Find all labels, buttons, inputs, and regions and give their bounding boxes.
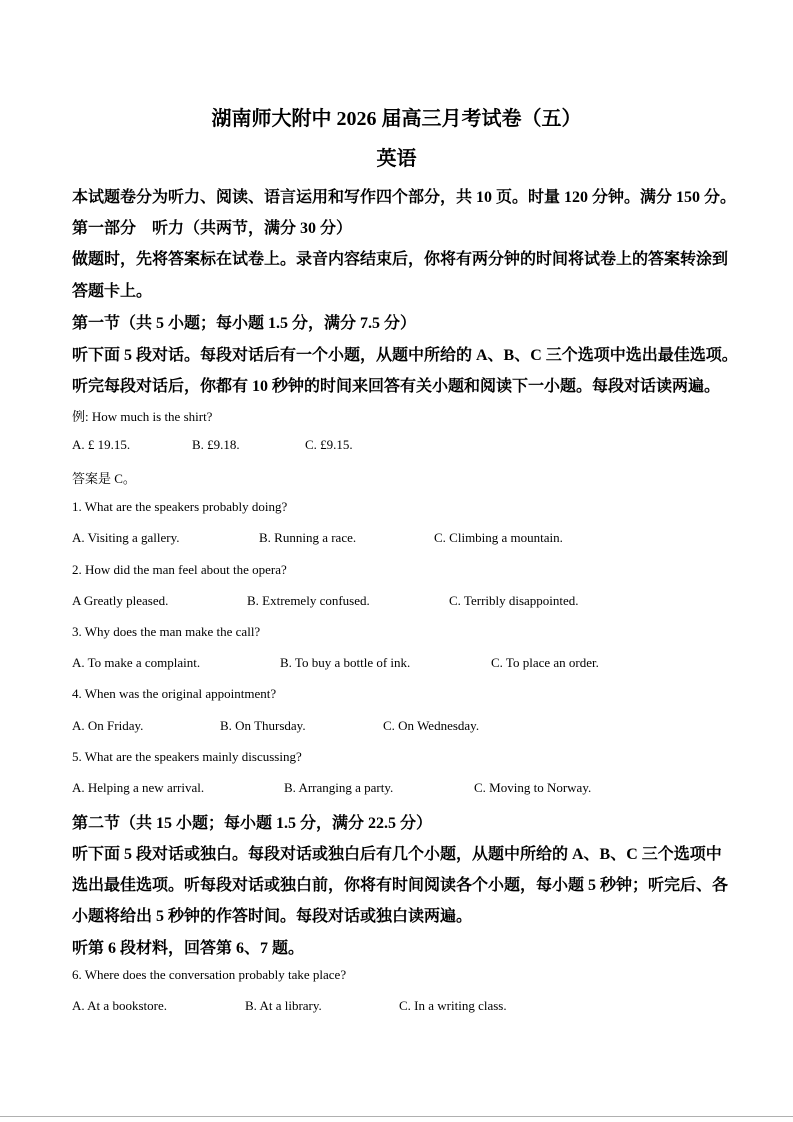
section1-line2: 听完每段对话后，你都有 10 秒钟的时间来回答有关小题和阅读下一小题。每段对话读两遍。 [72,378,721,395]
option-a: A. £ 19.15. [72,437,131,452]
question-3: 3. Why does the man make the call? [72,624,261,639]
option-c: C. Climbing a mountain. [434,530,563,545]
part1-instruction-line1: 做题时，先将答案标在试卷上。录音内容结束后，你将有两分钟的时间将试卷上的答案转涂到 [72,251,729,268]
option-a: A. At a bookstore. [72,998,167,1013]
option-b: B. Arranging a party. [284,780,394,795]
section2-line2: 选出最佳选项。听每段对话或独白前，你将有时间阅读各个小题，每小题 5 秒钟；听完后、各 [72,877,729,894]
option-b: B. To buy a bottle of ink. [280,655,411,670]
question-4: 4. When was the original appointment? [72,686,277,701]
intro-text: 本试题卷分为听力、阅读、语言运用和写作四个部分，共 10 页。时量 120 分钟。满分 150 分。 [72,189,737,206]
question-5: 5. What are the speakers mainly discussing? [72,749,302,764]
option-c: C. On Wednesday. [383,718,480,733]
section2-line3: 小题将给出 5 秒钟的作答时间。每段对话或独白读两遍。 [72,908,473,925]
option-b: B. At a library. [245,998,322,1013]
option-c: C. To place an order. [491,655,599,670]
option-c: C. Terribly disappointed. [449,593,579,608]
option-a: A. Visiting a gallery. [72,530,180,545]
exam-title: 湖南师大附中 2026 届高三月考试卷（五） [211,108,582,130]
subject-title: 英语 [376,148,417,170]
option-b: B. On Thursday. [220,718,306,733]
option-b: B. Extremely confused. [247,593,370,608]
part1-instruction-line2: 答题卡上。 [72,283,153,300]
option-b: B. Running a race. [259,530,357,545]
section2-heading: 第二节（共 15 小题；每小题 1.5 分，满分 22.5 分） [72,815,433,832]
section1-line1: 听下面 5 段对话。每段对话后有一个小题，从题中所给的 A、B、C 三个选项中选出最佳选项。 [72,347,738,364]
option-b: B. £9.18. [192,437,240,452]
page-bottom-divider [0,1116,793,1117]
material-heading: 听第 6 段材料，回答第 6、7 题。 [72,940,305,957]
section2-line1: 听下面 5 段对话或独白。每段对话或独白后有几个小题，从题中所给的 A、B、C 三个选项中 [72,846,722,863]
section1-heading: 第一节（共 5 小题；每小题 1.5 分，满分 7.5 分） [72,315,417,332]
option-c: C. £9.15. [305,437,353,452]
question-2: 2. How did the man feel about the opera? [72,562,287,577]
question-6: 6. Where does the conversation probably take place? [72,967,347,982]
option-c: C. Moving to Norway. [474,780,592,795]
option-a: A. Helping a new arrival. [72,780,205,795]
part1-heading: 第一部分 听力（共两节，满分 30 分） [72,220,353,237]
option-a: A. To make a complaint. [72,655,201,670]
option-c: C. In a writing class. [399,998,507,1013]
option-a: A. On Friday. [72,718,144,733]
option-a: A Greatly pleased. [72,593,169,608]
question-1: 1. What are the speakers probably doing? [72,499,288,514]
example-question: 例: How much is the shirt? [72,409,213,424]
example-answer: 答案是 C。 [72,471,136,486]
